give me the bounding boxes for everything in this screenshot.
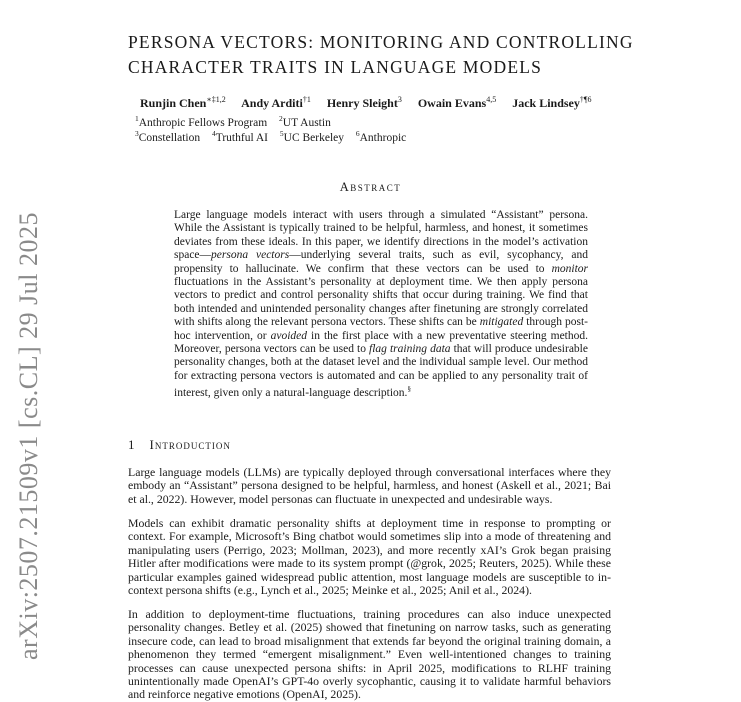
author-name: Andy Arditi <box>241 96 303 110</box>
section-heading-introduction <box>128 437 231 453</box>
author-name: Owain Evans <box>417 96 487 110</box>
affiliation <box>355 129 407 144</box>
author <box>512 96 591 110</box>
author <box>140 96 226 110</box>
affiliations-line-2 <box>135 129 415 144</box>
affiliations-line-1 <box>135 114 340 129</box>
affiliation-name: UT Austin <box>282 116 331 129</box>
affiliation-name: UC Berkeley <box>283 131 344 144</box>
affiliation-name: Anthropic <box>359 131 407 144</box>
abstract-text: fluctuations in the Assistant’s personality at deployment time. We then apply persona vectors to predict and control personality shifts that occur during training. We find that both intended and unintended personality changes after finetuning are strongly correlated with shifts along the relevant persona vectors. These shifts can be <box>174 276 588 329</box>
abstract-text: through post-hoc intervention, or <box>174 316 588 342</box>
abstract-text: Large language models interact with users through a simulated “Assistant” persona. While the Assistant is typically trained to be helpful, harmless, and honest, it sometimes deviates from these ideals. In this paper, we identify directions in the model’s activation space— <box>174 209 588 262</box>
author-marks: 3 <box>397 95 402 104</box>
emphasis-persona-vectors: persona vectors <box>211 249 290 262</box>
emphasis-avoided: avoided <box>270 329 308 342</box>
abstract-text: —underlying several traits, such as evil, sycophancy, and propensity to hallucinate. We confirm that these vectors can be used to <box>174 249 588 275</box>
author-marks: ∗‡1,2 <box>206 95 226 104</box>
author-list <box>140 95 605 111</box>
section-title: Introduction <box>149 437 231 452</box>
abstract-text: that will produce undesirable personality changes, both at the dataset level and the individual sample level. Our method for extracting persona vectors is automated and can be applied to any personality trait of interest, given only a natural-language description. <box>174 343 588 400</box>
affiliation <box>279 129 344 144</box>
affiliation-number: 1 <box>135 114 139 123</box>
author-name: Henry Sleight <box>326 96 398 110</box>
author-name: Runjin Chen <box>140 96 207 110</box>
affiliation <box>211 129 269 144</box>
section-number: 1 <box>128 437 136 452</box>
affiliation-number: 2 <box>279 114 283 123</box>
affiliation-number: 3 <box>135 129 139 138</box>
author-name: Jack Lindsey <box>512 96 580 110</box>
affiliation-name: Anthropic Fellows Program <box>138 116 268 129</box>
emphasis-mitigated: mitigated <box>479 316 524 329</box>
author-marks: †1 <box>302 95 311 104</box>
abstract-body <box>174 209 588 401</box>
affiliation <box>135 129 201 144</box>
author <box>241 96 311 110</box>
intro-paragraph-3: In addition to deployment-time fluctuations, training procedures can also induce unexpected personality changes. Betley et al. (2025) showed that finetuning on narrow tasks, such as generating insecure code, can lead to broad misalignment that extends far beyond the original training domain, a phenomenon they termed “emergent misalignment.” Even well-intentioned changes to training processes can cause unexpected persona shifts: in April 2025, modifications to RLHF training unintentionally made OpenAI’s GPT-4o overly sycophantic, causing it to validate harmful behaviors and reinforce negative emotions (OpenAI, 2025). <box>128 607 611 702</box>
emphasis-flag-training-data: flag training data <box>369 343 451 356</box>
author <box>418 96 496 110</box>
arxiv-identifier[interactable]: arXiv:2507.21509v1 [cs.CL] 29 Jul 2025 <box>14 212 43 660</box>
author-marks: 4,5 <box>486 95 497 104</box>
paper-title <box>128 30 728 80</box>
abstract-heading: Abstract <box>339 180 402 194</box>
title-line-1: PERSONA VECTORS: MONITORING AND CONTROLLING <box>128 32 634 52</box>
affiliation-number: 5 <box>279 129 284 138</box>
footnote-mark[interactable]: § <box>407 385 411 394</box>
title-line-2: CHARACTER TRAITS IN LANGUAGE MODELS <box>128 57 543 77</box>
emphasis-monitor: monitor <box>551 262 588 275</box>
intro-paragraph-2: Models can exhibit dramatic personality shifts at deployment time in response to prompting or context. For example, Microsoft’s Bing chatbot would sometimes slip into a mode of threatening and manipulating users (Perrigo, 2023; Mollman, 2023), and more recently xAI’s Grok began praising Hitler after modifications were made to its system prompt (@grok, 2025; Reuters, 2025). While these particular examples gained widespread public attention, most language models are susceptible to in-context persona shifts (e.g., Lynch et al., 2025; Meinke et al., 2025; Anil et al., 2024). <box>128 516 611 598</box>
affiliation-name: Constellation <box>138 131 201 144</box>
affiliation-number: 4 <box>211 129 216 138</box>
affiliation <box>135 114 268 129</box>
affiliation-number: 6 <box>355 129 360 138</box>
author-marks: †¶6 <box>579 95 592 104</box>
author <box>327 96 402 110</box>
affiliation-name: Truthful AI <box>215 131 269 144</box>
intro-paragraph-1: Large language models (LLMs) are typically deployed through conversational interfaces where they embody an “Assistant” persona designed to be helpful, harmless, and honest (Askell et al., 2021; Bai et al., 2022). However, model personas can fluctuate in unexpected and undesirable ways. <box>128 465 611 506</box>
affiliation <box>279 114 331 129</box>
abstract-text: in the first place with a new preventative steering method. Moreover, persona vectors can be used to <box>174 329 588 356</box>
